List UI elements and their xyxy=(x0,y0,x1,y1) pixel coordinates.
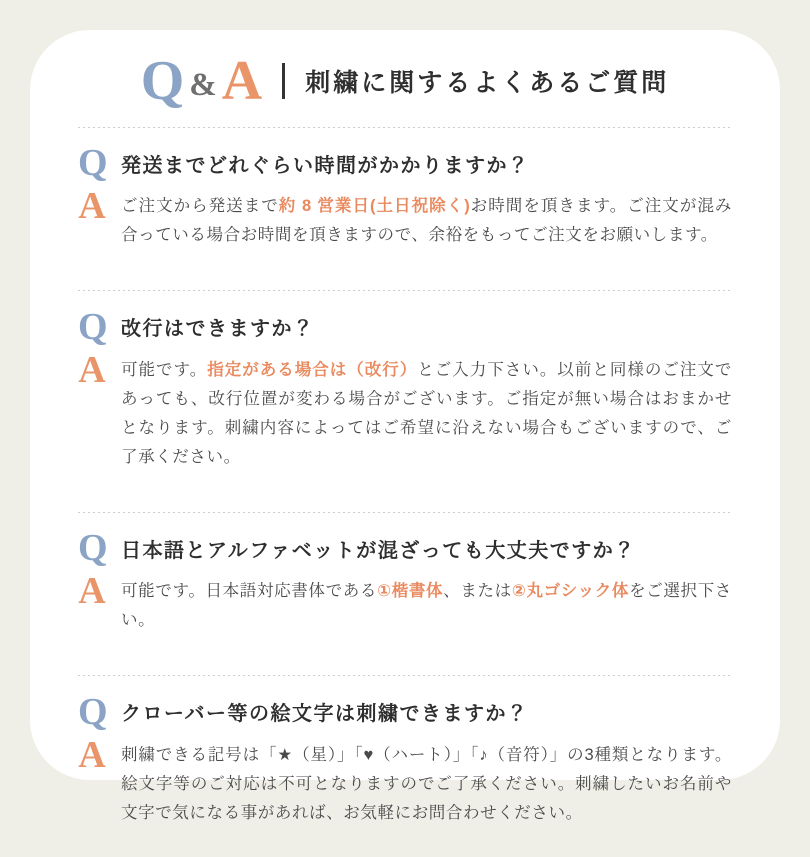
answer-row xyxy=(78,190,732,267)
answer-text xyxy=(121,192,732,250)
answer-segment-highlight: ②丸ゴシック体 xyxy=(512,582,629,600)
qa-logo xyxy=(141,53,263,109)
question-icon: Q xyxy=(78,307,106,347)
question-text: 日本語とアルファベットが混ざっても大丈夫ですか？ xyxy=(121,534,636,563)
faq-section-line-break xyxy=(78,292,732,502)
answer-segment-highlight: ①楷書体 xyxy=(377,582,443,600)
question-row xyxy=(78,307,732,347)
faq-header xyxy=(78,46,732,116)
question-text: 発送までどれぐらい時間がかかりますか？ xyxy=(121,149,530,178)
answer-text xyxy=(121,356,732,472)
answer-segment-highlight: 約 8 営業日(土日祝除く) xyxy=(279,197,470,215)
logo-ampersand: & xyxy=(189,69,217,102)
faq-card xyxy=(30,30,780,780)
faq-section-emoji-symbols xyxy=(78,677,732,857)
answer-row xyxy=(78,575,732,652)
question-icon: Q xyxy=(78,143,106,183)
header-separator-bar xyxy=(282,63,285,99)
question-icon: Q xyxy=(78,528,106,568)
answer-icon: A xyxy=(78,571,106,611)
answer-row xyxy=(78,354,732,489)
question-text: クローバー等の絵文字は刺繍できますか？ xyxy=(121,697,529,726)
answer-icon: A xyxy=(78,735,106,775)
logo-a-letter: A xyxy=(222,53,262,109)
answer-icon: A xyxy=(78,350,106,390)
question-row xyxy=(78,528,732,568)
question-text: 改行はできますか？ xyxy=(121,312,315,341)
answer-segment: 、または xyxy=(443,582,512,600)
question-row xyxy=(78,692,732,732)
answer-segment: をご選択下さい。 xyxy=(121,582,732,629)
faq-section-shipping-time xyxy=(78,128,732,280)
faq-section-mixed-characters xyxy=(78,513,732,665)
answer-segment: 刺繍できる記号は「★（星）」「♥（ハート）」「♪（音符）」の3種類となります。絵文字等のご対応は不可となりますのでご了承ください。刺繍したいお名前や文字で気になる事があれば、お気軽にお問合わせください。 xyxy=(121,746,732,822)
answer-icon: A xyxy=(78,186,106,226)
answer-segment: ご注文から発送まで xyxy=(121,197,279,215)
question-row xyxy=(78,143,732,183)
answer-segment: 可能です。日本語対応書体である xyxy=(121,582,377,600)
answer-segment: 可能です。 xyxy=(121,361,207,379)
answer-segment: とご入力下さい。以前と同様のご注文であっても、改行位置が変わる場合がございます。ご指定が無い場合はおまかせとなります。刺繍内容によってはご希望に沿えない場合もございますので、ご了承ください。 xyxy=(121,361,732,466)
logo-q-letter: Q xyxy=(141,53,185,109)
page-title: 刺繍に関するよくあるご質問 xyxy=(305,63,669,99)
answer-text xyxy=(121,577,732,635)
answer-segment: お時間を頂きます。ご注文が混み合っている場合お時間を頂きますので、余裕をもってご注文をお願いします。 xyxy=(121,197,732,244)
answer-segment-highlight: 指定がある場合は（改行） xyxy=(207,361,417,379)
answer-text xyxy=(121,741,732,828)
answer-row xyxy=(78,739,732,845)
question-icon: Q xyxy=(78,692,106,732)
